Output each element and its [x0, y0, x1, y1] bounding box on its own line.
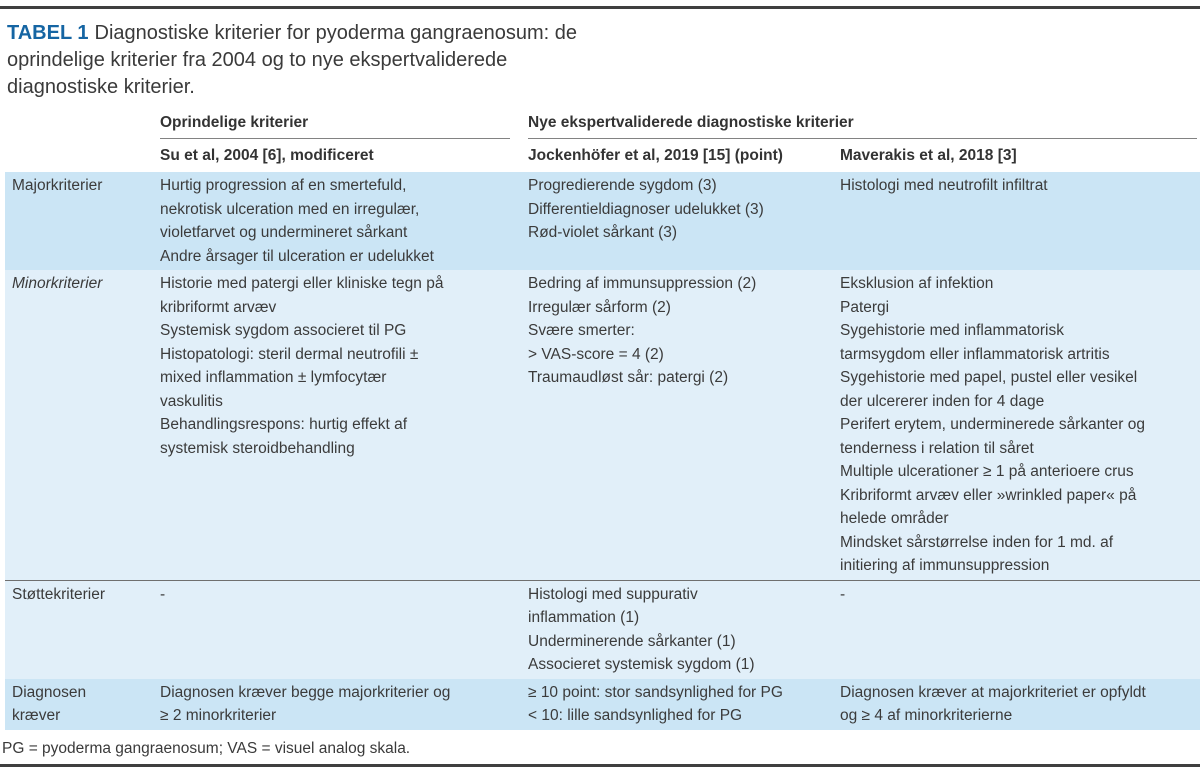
footnote: PG = pyoderma gangraenosum; VAS = visuel analog skala. — [2, 739, 411, 757]
cell-line: der ulcererer inden for 4 dage — [840, 392, 1045, 410]
row-label-line: Minorkriterier — [12, 275, 103, 292]
cell-line: < 10: lille sandsynlighed for PG — [528, 707, 743, 724]
cell-line: Perifert erytem, underminerede sårkanter og — [840, 416, 1145, 433]
cell-line: Irregulær sårform (2) — [528, 298, 671, 316]
cell-line: ≥ 10 point: stor sandsynlighed for PG — [528, 683, 783, 701]
row-label-diagnosen-kraever — [5, 681, 160, 728]
cell-line: Traumaudløst sår: patergi (2) — [528, 369, 729, 386]
cell-line: inflammation (1) — [528, 609, 640, 626]
row-label-minorkriterier — [5, 272, 160, 578]
cell-line: Sygehistorie med papel, pustel eller vesikel — [840, 369, 1138, 386]
cell-line: - — [840, 585, 846, 603]
cell-line: Diagnosen kræver at majorkriteriet er opfyldt — [840, 683, 1146, 701]
cell-line: Diagnosen kræver begge majorkriterier og — [160, 683, 451, 701]
cell-line: Systemisk sygdom associeret til PG — [160, 322, 407, 339]
group-header-original: Oprindelige kriterier — [160, 113, 510, 139]
cell-line: Behandlingsrespons: hurtig effekt af — [160, 416, 408, 433]
cell-major-jockenhofer — [528, 174, 840, 268]
cell-line: Sygehistorie med inflammatorisk — [840, 322, 1064, 339]
group-header-row — [5, 113, 1200, 139]
cell-major-maverakis — [840, 174, 1200, 268]
cell-line: tenderness i relation til såret — [840, 439, 1034, 457]
cell-line: Historie med patergi eller kliniske tegn på — [160, 275, 444, 292]
cell-line: Histologi med suppurativ — [528, 585, 698, 603]
table-title — [7, 20, 1200, 101]
cell-line: mixed inflammation ± lymfocytær — [160, 369, 387, 386]
cell-line: Bedring af immunsuppression (2) — [528, 275, 757, 292]
cell-line: Multiple ulcerationer ≥ 1 på anterioere crus — [840, 463, 1134, 480]
cell-minor-jockenhofer — [528, 272, 840, 578]
title-line-3: diagnostiske kriterier. — [7, 76, 195, 98]
title-line-1 — [7, 20, 1200, 47]
row-majorkriterier — [5, 172, 1200, 270]
column-header-spacer — [5, 146, 160, 166]
cell-line: Eksklusion af infektion — [840, 275, 994, 292]
cell-minor-su — [160, 272, 528, 578]
cell-diagnosen-maverakis — [840, 681, 1200, 728]
cell-line: tarmsygdom eller inflammatorisk artritis — [840, 345, 1110, 363]
row-label-line: Støttekriterier — [12, 585, 106, 603]
cell-diagnosen-jockenhofer — [528, 681, 840, 728]
bottom-rule — [0, 764, 1200, 767]
cell-line: Patergi — [840, 298, 890, 316]
row-label-majorkriterier — [5, 174, 160, 268]
cell-line: Hurtig progression af en smertefuld, — [160, 177, 407, 194]
cell-line: Histologi med neutrofilt infiltrat — [840, 177, 1048, 194]
cell-line: Svære smerter: — [528, 322, 635, 339]
cell-major-su — [160, 174, 528, 268]
title-line-2: oprindelige kriterier fra 2004 og to nye ekspertvaliderede — [7, 49, 508, 71]
cell-line: Differentieldiagnoser udelukket (3) — [528, 200, 764, 218]
col-header-su: Su et al, 2004 [6], modificeret — [160, 147, 374, 164]
cell-line: helede områder — [840, 510, 949, 527]
row-label-stottekriterier — [5, 583, 160, 677]
group-header-spacer — [5, 113, 160, 139]
row-label-line: Diagnosen — [12, 683, 87, 701]
cell-line: og ≥ 4 af minorkriterierne — [840, 707, 1013, 724]
cell-diagnosen-su — [160, 681, 528, 728]
cell-line: kribriformt arvæv — [160, 298, 277, 316]
cell-line: Rød-violet sårkant (3) — [528, 224, 678, 241]
top-rule — [0, 6, 1200, 9]
cell-line: Progredierende sygdom (3) — [528, 177, 717, 194]
cell-line: vaskulitis — [160, 392, 223, 410]
col-header-jockenhofer: Jockenhöfer et al, 2019 [15] (point) — [528, 147, 783, 164]
row-minorkriterier — [5, 270, 1200, 580]
cell-line: systemisk steroidbehandling — [160, 439, 355, 457]
table-number-label: TABEL 1 — [7, 22, 89, 44]
column-header-row — [5, 146, 1200, 166]
table-header — [0, 113, 1200, 166]
cell-line: violetfarvet og undermineret sårkant — [160, 224, 408, 241]
cell-stotte-su — [160, 583, 528, 677]
group-header-new: Nye ekspertvaliderede diagnostiske kriterier — [528, 113, 1197, 139]
cell-stotte-maverakis — [840, 583, 1200, 677]
cell-line: initiering af immunsuppression — [840, 557, 1050, 574]
cell-line: nekrotisk ulceration med en irregulær, — [160, 200, 420, 218]
title-text-1: Diagnostiske kriterier for pyoderma gangraenosum: de — [94, 22, 577, 44]
cell-line: - — [160, 585, 166, 603]
row-diagnosen-kraever — [5, 679, 1200, 730]
cell-line: ≥ 2 minorkriterier — [160, 707, 277, 724]
row-label-line: kræver — [12, 707, 61, 724]
col-header-maverakis: Maverakis et al, 2018 [3] — [840, 147, 1017, 164]
cell-stotte-jockenhofer — [528, 583, 840, 677]
row-stottekriterier — [5, 581, 1200, 679]
cell-line: Kribriformt arvæv eller »wrinkled paper« på — [840, 486, 1137, 504]
cell-line: Underminerende sårkanter (1) — [528, 632, 736, 650]
cell-line: Histopatologi: steril dermal neutrofili ± — [160, 345, 419, 363]
row-label-line: Majorkriterier — [12, 177, 103, 194]
cell-line: Associeret systemisk sygdom (1) — [528, 656, 755, 673]
cell-line: Mindsket sårstørrelse inden for 1 md. af — [840, 533, 1114, 551]
cell-minor-maverakis — [840, 272, 1200, 578]
cell-line: > VAS-score = 4 (2) — [528, 345, 664, 363]
cell-line: Andre årsager til ulceration er udelukket — [160, 247, 434, 265]
